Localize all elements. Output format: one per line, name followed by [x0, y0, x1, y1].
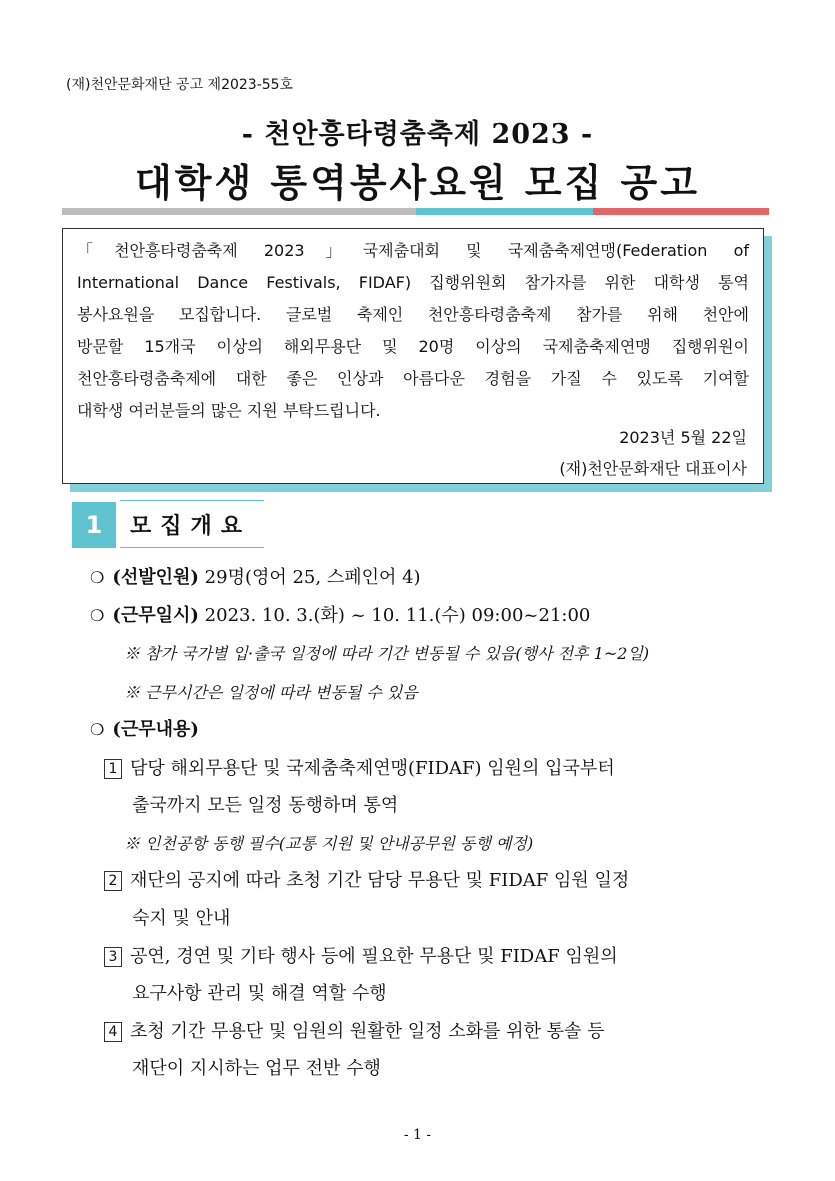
festival-subtitle: - 천안흥타령춤축제 2023 - — [241, 119, 594, 150]
boxed-number: 3 — [104, 947, 122, 967]
intro-line: 봉사요원을 모집합니다. 글로벌 축제인 천안흥타령춤축제 참가를 위해 천안에 — [77, 305, 749, 324]
notice-number: (재)천안문화재단 공고 제2023-55호 — [66, 77, 294, 93]
work-period-item — [90, 601, 590, 627]
duty-3-line1 — [104, 942, 618, 968]
section-number: 1 — [72, 502, 116, 548]
note-schedule: ※ 참가 국가별 입·출국 일정에 따라 기간 변동될 수 있음(행사 전후 1~2일) — [124, 644, 650, 663]
selection-label: (선발인원) — [112, 567, 199, 588]
circle-bullet-icon: ❍ — [90, 720, 105, 739]
duty-2-line2: 숙지 및 안내 — [132, 908, 231, 929]
divider-teal — [416, 208, 593, 215]
selection-item — [90, 563, 421, 589]
duty-text: 공연, 경연 및 기타 행사 등에 필요한 무용단 및 FIDAF 임원의 — [130, 946, 618, 967]
duty-1-line1 — [104, 754, 615, 780]
section-title: 모집개요 — [120, 500, 264, 548]
duty-text: 담당 해외무용단 및 국제춤축제연맹(FIDAF) 임원의 입국부터 — [130, 758, 615, 779]
notice-signer: (재)천안문화재단 대표이사 — [559, 459, 747, 478]
work-period-label: (근무일시) — [112, 605, 199, 626]
duty-3-line2: 요구사항 관리 및 해결 역할 수행 — [132, 983, 387, 1004]
note-airport: ※ 인천공항 동행 필수(교통 지원 및 안내공무원 동행 예정) — [124, 834, 534, 853]
intro-box — [62, 228, 764, 484]
boxed-number: 1 — [104, 759, 122, 779]
intro-line: 「천안흥타령춤축제 2023」국제춤대회 및 국제춤축제연맹(Federation of — [77, 241, 749, 260]
intro-line: International Dance Festivals, FIDAF) 집행위원회 참가자를 위한 대학생 통역 — [77, 273, 749, 292]
boxed-number: 2 — [104, 871, 122, 891]
selection-value: 29명(영어 25, 스페인어 4) — [204, 567, 421, 588]
title-divider-bar — [62, 208, 769, 215]
duty-2-line1 — [104, 866, 629, 892]
notice-date: 2023년 5월 22일 — [619, 428, 747, 447]
page-title: 대학생 통역봉사요원 모집 공고 — [135, 161, 700, 205]
intro-line: 방문할 15개국 이상의 해외무용단 및 20명 이상의 국제춤축제연맹 집행위원이 — [77, 337, 749, 356]
circle-bullet-icon: ❍ — [90, 568, 105, 587]
duty-4-line2: 재단이 지시하는 업무 전반 수행 — [132, 1058, 381, 1079]
duties-label: (근무내용) — [112, 719, 199, 740]
note-hours: ※ 근무시간은 일정에 따라 변동될 수 있음 — [124, 683, 418, 702]
page-number: - 1 - — [403, 1127, 432, 1143]
intro-text — [77, 235, 749, 427]
divider-gray — [62, 208, 416, 215]
duties-item — [90, 715, 199, 741]
divider-red — [593, 208, 769, 215]
intro-line: 대학생 여러분들의 많은 지원 부탁드립니다. — [77, 401, 381, 420]
circle-bullet-icon: ❍ — [90, 606, 105, 625]
boxed-number: 4 — [104, 1022, 122, 1042]
duty-text: 초청 기간 무용단 및 임원의 원활한 일정 소화를 위한 통솔 등 — [130, 1021, 605, 1042]
work-period-value: 2023. 10. 3.(화) ~ 10. 11.(수) 09:00~21:00 — [204, 605, 591, 626]
intro-line: 천안흥타령춤축제에 대한 좋은 인상과 아름다운 경험을 가질 수 있도록 기여할 — [77, 369, 749, 388]
duty-1-line2: 출국까지 모든 일정 동행하며 통역 — [132, 795, 399, 816]
duty-4-line1 — [104, 1017, 605, 1043]
duty-text: 재단의 공지에 따라 초청 기간 담당 무용단 및 FIDAF 임원 일정 — [130, 870, 630, 891]
